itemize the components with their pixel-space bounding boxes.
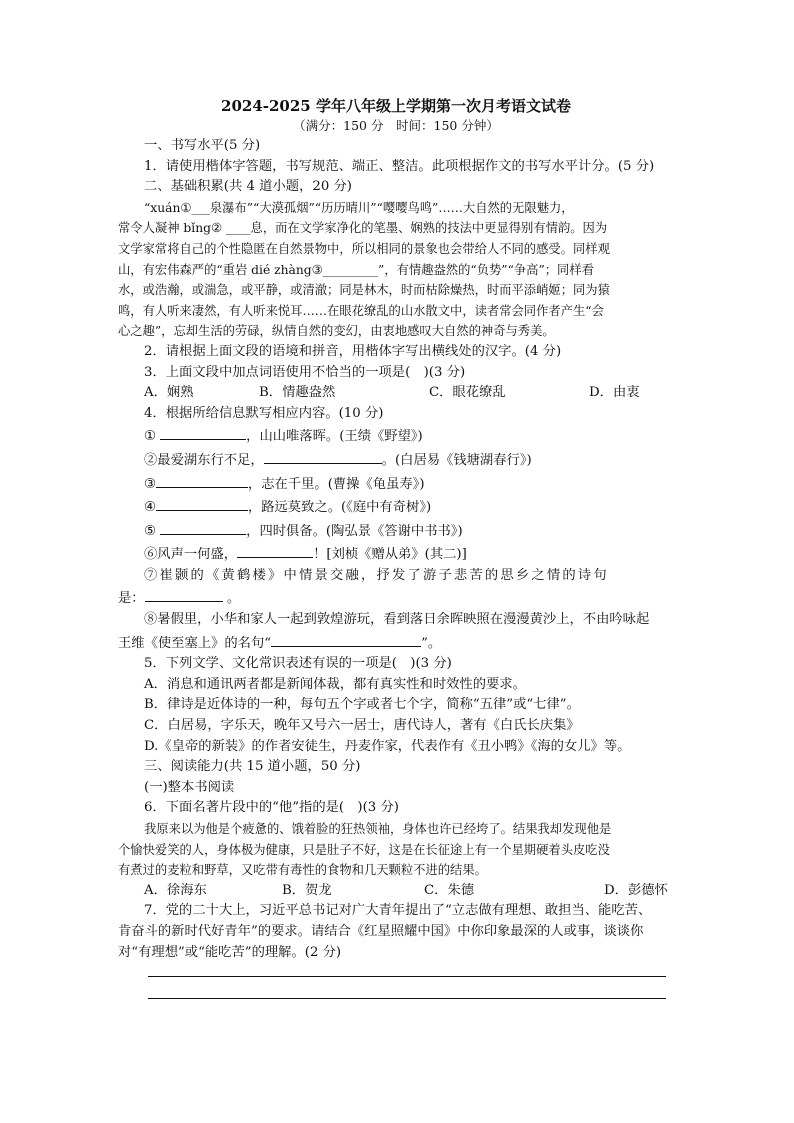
option-d: D.《皇帝的新装》的作者安徒生，丹麦作家，代表作有《丑小鸭》《海的女儿》等。 (144, 738, 631, 754)
question-1: 1．请使用楷体字答题，书写规范、端正、整洁。此项根据作文的书写水平计分。(5 分) (144, 158, 655, 174)
passage-line: 水，或浩瀚，或湍急，或平静，或清澈；同是林木，时而枯除燥热，时而平添峭姬；同为猿 (118, 283, 610, 298)
passage-line: 有煮过的麦粒和野草，又吃带有毒性的食物和几天颗粒不进的结果。 (118, 863, 487, 878)
answer-blank[interactable] (237, 542, 313, 558)
section-1-heading: 一、书写水平(5 分) (144, 138, 261, 153)
passage-line: 我原来以为他是个疲惫的、饿着脸的狂热领袖，身体也许已经垮了。结果我却发现他是 (144, 822, 612, 836)
passage-line: “xuán①___泉瀑布”“大漠孤烟”“历历晴川”“嘤嘤鸟鸣”……大自然的无限魅力， (144, 200, 574, 215)
exam-content (118, 96, 674, 999)
question-6: 6．下面名著片段中的“他”指的是( )(3 分) (144, 800, 399, 816)
passage-line: 文学家常将自己的个性隐匿在自然景物中，所以相同的景象也会带给人不同的感受。同样观 (118, 241, 610, 256)
answer-blank[interactable] (160, 424, 246, 440)
recitation-item: ⑦崔颢的《黄鹤楼》中情景交融，抒发了游子悲苦的思乡之情的诗句 (144, 567, 609, 583)
recitation-item: ⑤ ，四时俱备。(陶弘景《答谢中书书》) (118, 519, 674, 543)
option-a: A．徐海东 (144, 882, 207, 898)
recitation-item: ⑥风声一何盛， ！[刘桢《赠从弟》(其二)] (118, 542, 674, 566)
answer-blank[interactable] (264, 448, 382, 464)
recitation-item: ④ ，路远莫致之。(《庭中有奇树》) (118, 495, 674, 519)
passage-line: 山，有宏伟森严的“重岩 dié zhàng③_________”，有情趣盎然的“负势”“争高”；同样看 (118, 262, 594, 277)
passage-line: 鸣，有人听来凄然，有人听来悦耳……在眼花缭乱的山水散文中，读者常会同作者产生“会 (118, 303, 604, 318)
option-c: C．朱德 (424, 882, 475, 898)
option-d: D．由衷 (589, 385, 640, 401)
question-2: 2．请根据上面文段的语境和拼音，用楷体字写出横线处的汉字。(4 分) (144, 343, 562, 359)
excerpt-passage (118, 819, 674, 881)
passage-line: 心之趣”，忘却生活的劳碌，纵情自然的变幻，由衷地感叹大自然的神奇与秀美。 (118, 324, 555, 339)
answer-blank[interactable] (145, 586, 223, 602)
answer-blank[interactable] (156, 495, 248, 511)
section-3-heading: 三、阅读能力(共 15 道小题，50 分) (144, 759, 361, 775)
answer-blank[interactable] (156, 472, 248, 488)
recitation-item-cont: 是： 。 (118, 586, 674, 610)
option-d: D．彭德怀 (604, 882, 668, 898)
option-c: C．眼花缭乱 (429, 385, 506, 401)
option-b: B．贺龙 (282, 882, 332, 898)
exam-title: 2024-2025 学年八年级上学期第一次月考语文试卷 (221, 97, 571, 115)
option-a: A．娴熟 (144, 385, 194, 401)
question-7: 7．党的二十大上，习近平总书记对广大青年提出了“立志做有理想、敢担当、能吃苦、 (144, 903, 652, 919)
question-3-options (118, 383, 674, 404)
question-3: 3．上面文段中加点词语使用不恰当的一项是( )(3 分) (144, 364, 466, 380)
passage-line: 个愉快爱笑的人，身体极为健康，只是肚子不好，这是在长征途上有一个星期硬着头皮吃没 (118, 842, 610, 857)
answer-line[interactable] (148, 997, 666, 999)
recitation-item-cont: 王维《使至塞上》的名句“ ”。 (118, 631, 674, 655)
recitation-item: ① ，山山唯落晖。(王绩《野望》) (118, 424, 674, 448)
question-7-cont: 肯奋斗的新时代好青年”的要求。请结合《红星照耀中国》中你印象最深的人或事，谈谈你 (118, 923, 644, 939)
question-4: 4．根据所给信息默写相应内容。(10 分) (144, 405, 384, 421)
recitation-item: ③ ，志在千里。(曹操《龟虽寿》) (118, 472, 674, 496)
recitation-item: ⑧暑假里，小华和家人一起到敦煌游玩，看到落日余晖映照在漫漫黄沙上，不由吟咏起 (144, 612, 650, 628)
reading-passage (118, 198, 674, 342)
option-b: B．律诗是近体诗的一种，每句五个字或者七个字，简称“五律”或“七律”。 (144, 697, 580, 713)
answer-blank[interactable] (271, 631, 421, 647)
exam-subtitle: （满分：150 分 时间：150 分钟） (293, 118, 499, 133)
option-a: A．消息和通讯两者都是新闻体裁，都有真实性和时效性的要求。 (144, 676, 526, 692)
subsection-heading: (一)整本书阅读 (144, 779, 235, 795)
answer-blank[interactable] (160, 519, 246, 535)
question-5: 5．下列文学、文化常识表述有误的一项是( )(3 分) (144, 656, 452, 672)
recitation-item: ②最爱湖东行不足， 。(白居易《钱塘湖春行》) (118, 448, 674, 472)
question-7-cont: 对“有理想”或“能吃苦”的理解。(2 分) (118, 944, 342, 960)
section-2-heading: 二、基础积累(共 4 道小题，20 分) (144, 179, 352, 195)
option-b: B．情趣盎然 (259, 385, 336, 401)
option-c: C．白居易，字乐天，晚年又号六一居士，唐代诗人，著有《白氏长庆集》 (144, 718, 580, 734)
passage-line: 常令人凝神 bǐng② ____息，而在文学家净化的笔墨、娴熟的技法中更显得别有情韵。因为 (118, 221, 608, 236)
question-6-options (118, 881, 674, 902)
